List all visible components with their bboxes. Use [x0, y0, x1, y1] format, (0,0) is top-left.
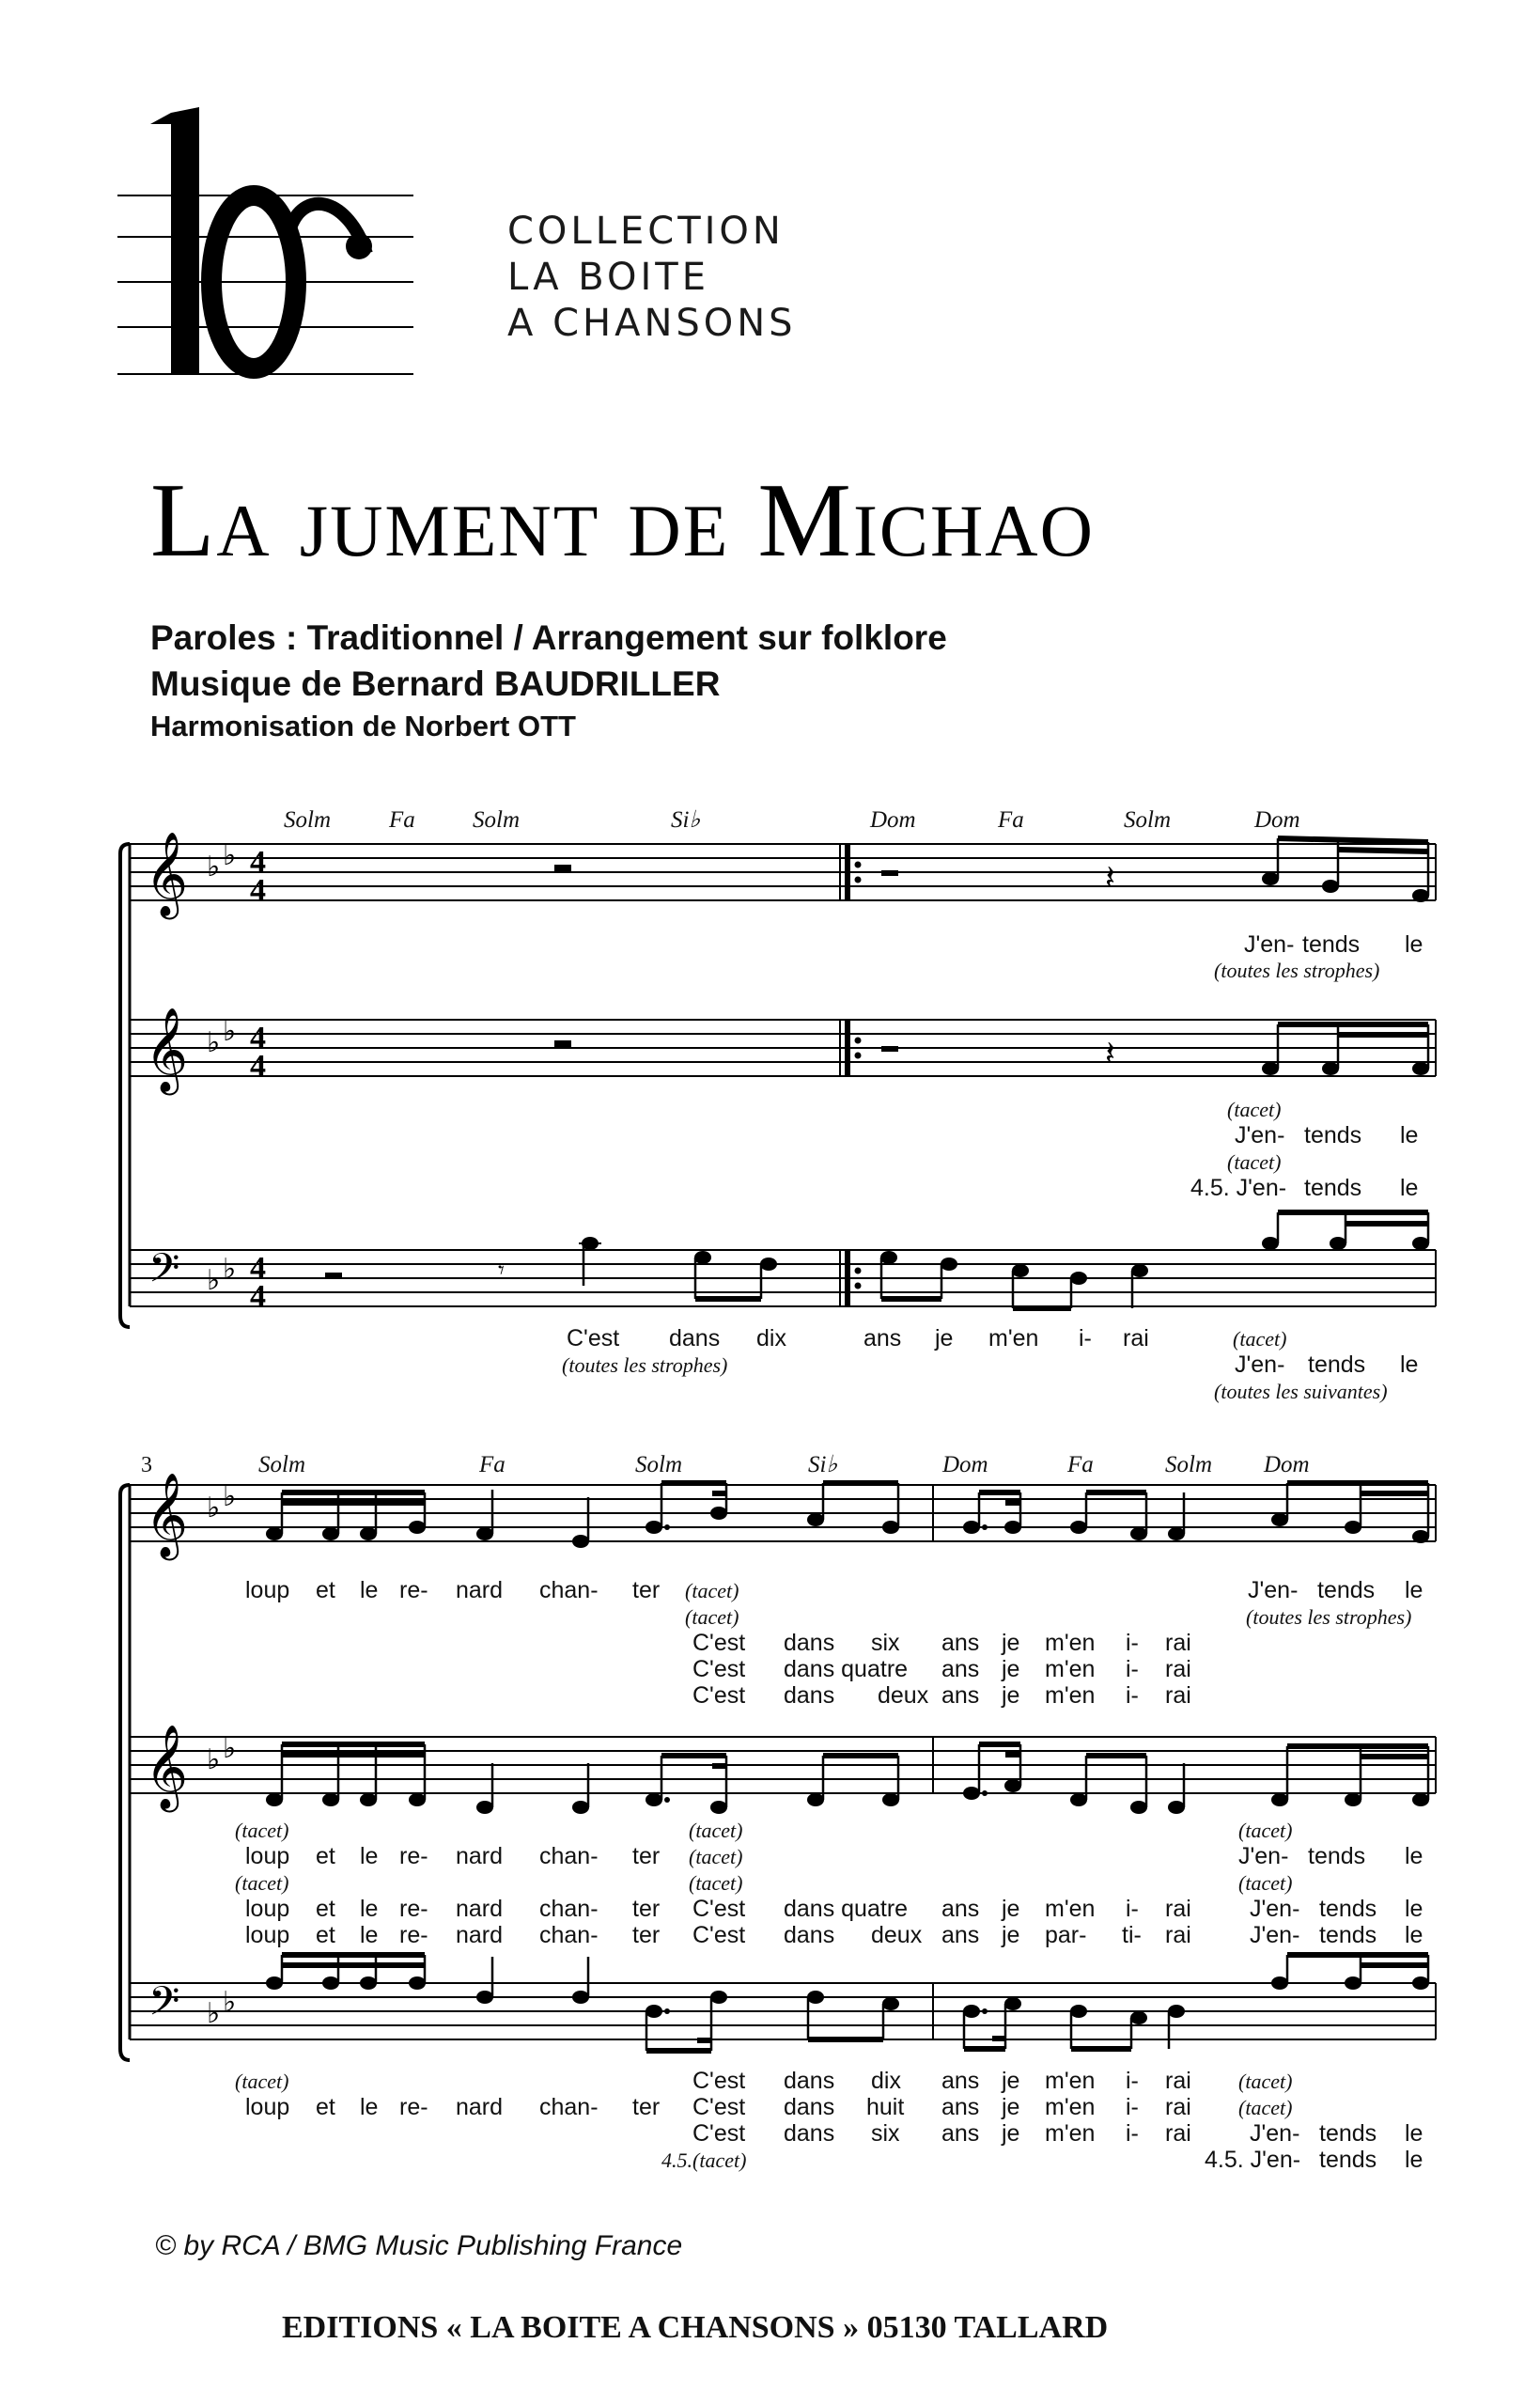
- lyric-syllable: tends: [1308, 1843, 1366, 1869]
- tacet-label: (tacet): [689, 1845, 743, 1868]
- lyric-syllable: ans: [941, 1656, 980, 1682]
- lyric-syllable: i-: [1126, 2094, 1139, 2120]
- lyric-syllable: J'en-: [1250, 2120, 1300, 2147]
- quarter-rest-icon: 𝄽: [1105, 1035, 1116, 1073]
- lyric-syllable: le: [1405, 1922, 1423, 1948]
- lyric-syllable: C'est: [692, 1922, 746, 1948]
- lyric-syllable: chan-: [539, 1896, 599, 1922]
- lyric-syllable: m'en: [1045, 2068, 1096, 2094]
- treble-clef-icon: 𝄞: [145, 1473, 189, 1557]
- lyric-syllable: C'est: [692, 1656, 746, 1682]
- whole-rest-icon: [554, 865, 571, 871]
- tacet-label: (tacet): [1233, 1327, 1287, 1351]
- lyric-syllable: J'en-: [1250, 1896, 1300, 1922]
- lyric-syllable: ans: [941, 1922, 980, 1948]
- chord: Fa: [1067, 1452, 1094, 1477]
- chord-row-1: [284, 807, 1300, 833]
- tacet-label: (tacet): [1227, 1150, 1282, 1174]
- lyric-syllable: ans: [941, 2068, 980, 2094]
- lyric-syllable: dans: [784, 1630, 835, 1656]
- chord: Dom: [870, 807, 916, 833]
- lyric-syllable: C'est: [692, 2120, 746, 2147]
- time-sig-top: 4: [250, 1021, 266, 1055]
- lyric-syllable: i-: [1079, 1325, 1092, 1351]
- lyric-syllable: dans quatre: [784, 1896, 909, 1922]
- lyric-syllable: ter: [632, 2094, 661, 2120]
- lyric-syllable: et: [316, 2094, 335, 2120]
- lyric-syllable: loup: [245, 1922, 290, 1948]
- lyric-syllable: le: [360, 1922, 379, 1948]
- lyric-syllable: nard: [456, 1843, 504, 1869]
- lyrics-soprano-2: [245, 1577, 1423, 1709]
- lyric-syllable: ter: [632, 1843, 661, 1869]
- lyric-syllable: et: [316, 1896, 335, 1922]
- lyric-note: (toutes les suivantes): [1214, 1380, 1388, 1403]
- lyric-syllable: rai: [1165, 1896, 1191, 1922]
- lyric-syllable: je: [1002, 1922, 1020, 1948]
- lyric-syllable: chan-: [539, 2094, 599, 2120]
- flat-icon: ♭: [207, 1743, 221, 1776]
- lyric-syllable: dans: [784, 2120, 835, 2147]
- lyric-syllable: loup: [245, 1896, 290, 1922]
- flat-icon: ♭: [207, 1997, 221, 2030]
- logo-line-2: LA BOITE: [507, 256, 710, 299]
- lyric-syllable: m'en: [1045, 1656, 1096, 1682]
- system-2: [120, 1452, 1436, 2173]
- flat-icon: ♭: [223, 1732, 237, 1765]
- lyric-syllable: i-: [1126, 1682, 1139, 1709]
- lyric-syllable: C'est: [692, 1630, 746, 1656]
- lyric-syllable: chan-: [539, 1843, 599, 1869]
- chord: Dom: [942, 1452, 988, 1477]
- lyric-syllable: chan-: [539, 1577, 599, 1603]
- lyric-syllable: tends: [1317, 1577, 1376, 1603]
- tacet-label: (tacet): [689, 1819, 743, 1842]
- lyric-syllable: deux: [878, 1682, 929, 1709]
- lyric-note: (toutes les strophes): [562, 1353, 728, 1377]
- tacet-label: (tacet): [689, 1871, 743, 1895]
- half-rest-icon: [325, 1273, 342, 1278]
- chord: Fa: [389, 807, 415, 833]
- lyric-syllable: tends: [1319, 1896, 1377, 1922]
- copyright-notice: © by RCA / BMG Music Publishing France: [155, 2230, 683, 2261]
- staff-bass-2: [130, 1955, 1436, 2051]
- lyric-syllable: re-: [399, 1843, 428, 1869]
- chord: Solm: [258, 1452, 305, 1477]
- lyric-syllable: i-: [1126, 1896, 1139, 1922]
- treble-clef-icon: 𝄞: [145, 1725, 189, 1809]
- lyric-syllable: tends: [1319, 1922, 1377, 1948]
- lyric-syllable: je: [1002, 1630, 1020, 1656]
- lyric-syllable: 4.5. J'en-: [1205, 2147, 1301, 2173]
- lyric-syllable: C'est: [692, 1682, 746, 1709]
- lyric-syllable: chan-: [539, 1922, 599, 1948]
- lyric-syllable: dans: [669, 1325, 721, 1351]
- lyric-syllable: m'en: [1045, 1896, 1096, 1922]
- lyric-syllable: ans: [941, 2120, 980, 2147]
- lyric-syllable: le: [1405, 2147, 1423, 2173]
- system-1: [120, 807, 1436, 1403]
- chord: Fa: [479, 1452, 506, 1477]
- lyric-syllable: dans: [784, 1922, 835, 1948]
- lyric-syllable: m'en: [988, 1325, 1039, 1351]
- tacet-label: (tacet): [1238, 2070, 1293, 2093]
- tacet-label: (tacet): [1227, 1098, 1282, 1121]
- chord: Solm: [635, 1452, 682, 1477]
- lyric-syllable: nard: [456, 2094, 504, 2120]
- lyric-syllable: le: [360, 1843, 379, 1869]
- lyric-syllable: rai: [1165, 1656, 1191, 1682]
- flat-icon: ♭: [207, 1492, 221, 1524]
- lyric-syllable: m'en: [1045, 2094, 1096, 2120]
- chord: Solm: [473, 807, 520, 833]
- lyric-syllable: ans: [941, 1682, 980, 1709]
- lyric-syllable: ans: [941, 2094, 980, 2120]
- chord: Solm: [284, 807, 331, 833]
- lyric-syllable: dix: [871, 2068, 901, 2094]
- lyric-syllable: i-: [1126, 2120, 1139, 2147]
- song-title: La jument de Michao: [150, 462, 1095, 579]
- bass-clef-icon: 𝄢: [148, 1245, 180, 1302]
- chord: Dom: [1264, 1452, 1310, 1477]
- lyric-syllable: dans: [784, 2094, 835, 2120]
- chord: Si♭: [671, 807, 701, 833]
- lyric-syllable: tends: [1304, 1122, 1362, 1148]
- lyric-syllable: je: [1002, 2120, 1020, 2147]
- flat-icon: ♭: [223, 1253, 237, 1286]
- lyric-syllable: loup: [245, 1577, 290, 1603]
- tacet-label: (tacet): [685, 1579, 739, 1602]
- staff-alto-2: [130, 1725, 1436, 1814]
- lyrics-soprano-1: [1214, 931, 1423, 982]
- lyric-syllable: dix: [756, 1325, 786, 1351]
- lyric-syllable: et: [316, 1843, 335, 1869]
- lyric-syllable: deux: [871, 1922, 923, 1948]
- lyric-syllable: le: [1405, 931, 1423, 958]
- chord: Dom: [1254, 807, 1300, 833]
- lyric-syllable: rai: [1165, 1630, 1191, 1656]
- lyric-syllable: re-: [399, 2094, 428, 2120]
- flat-icon: ♭: [223, 1986, 237, 2019]
- lyric-syllable: J'en-: [1235, 1351, 1285, 1378]
- lyric-syllable: et: [316, 1922, 335, 1948]
- lyric-syllable: rai: [1165, 1922, 1191, 1948]
- time-sig-top: 4: [250, 845, 266, 880]
- lyric-syllable: je: [1002, 2068, 1020, 2094]
- lyric-syllable: nard: [456, 1922, 504, 1948]
- lyric-syllable: re-: [399, 1922, 428, 1948]
- lyric-syllable: je: [1002, 1682, 1020, 1709]
- lyric-syllable: m'en: [1045, 1630, 1096, 1656]
- lyric-syllable: et: [316, 1577, 335, 1603]
- eighth-rest-icon: 𝄾: [498, 1257, 505, 1285]
- lyric-syllable: J'en-: [1248, 1577, 1299, 1603]
- lyric-syllable: C'est: [692, 2068, 746, 2094]
- lyric-syllable: par-: [1045, 1922, 1087, 1948]
- flat-icon: ♭: [207, 1026, 221, 1059]
- tacet-label: (tacet): [1238, 1819, 1293, 1842]
- lyric-syllable: le: [1400, 1175, 1419, 1201]
- lyric-syllable: J'en-: [1250, 1922, 1300, 1948]
- lyric-note: (toutes les strophes): [1246, 1605, 1412, 1629]
- staff-soprano-2: [130, 1473, 1436, 1561]
- lyric-syllable: rai: [1165, 2068, 1191, 2094]
- tacet-label: (tacet): [1238, 2096, 1293, 2119]
- lyric-syllable: dans quatre: [784, 1656, 909, 1682]
- flat-icon: ♭: [223, 1015, 237, 1048]
- time-sig-bottom: 4: [250, 1279, 266, 1314]
- lyric-syllable: rai: [1165, 2094, 1191, 2120]
- time-sig-bottom: 4: [250, 873, 266, 908]
- publisher-footer: EDITIONS « LA BOITE A CHANSONS » 05130 TALLARD: [282, 2310, 1109, 2345]
- logo-line-3: A CHANSONS: [507, 302, 797, 345]
- whole-rest-icon: [554, 1040, 571, 1047]
- lyric-syllable: ans: [941, 1896, 980, 1922]
- lyric-syllable: dans: [784, 1682, 835, 1709]
- staff-bass: [130, 1212, 1436, 1314]
- lyric-syllable: ti-: [1122, 1922, 1142, 1948]
- lyric-syllable: six: [871, 1630, 900, 1656]
- lyric-syllable: rai: [1123, 1325, 1149, 1351]
- lyric-syllable: le: [1405, 1896, 1423, 1922]
- lyric-syllable: ans: [863, 1325, 902, 1351]
- lyric-syllable: le: [360, 1896, 379, 1922]
- lyric-syllable: ter: [632, 1577, 661, 1603]
- lyrics-bass-2: [235, 2068, 1423, 2173]
- lyric-syllable: i-: [1126, 2068, 1139, 2094]
- lyric-syllable: C'est: [567, 1325, 620, 1351]
- bar-number: 3: [141, 1453, 152, 1477]
- lyric-syllable: le: [1405, 1577, 1423, 1603]
- lyric-syllable: je: [1002, 1656, 1020, 1682]
- lyric-syllable: m'en: [1045, 1682, 1096, 1709]
- tacet-label: (tacet): [1238, 1871, 1293, 1895]
- lyrics-bass-1: [562, 1325, 1418, 1403]
- lyric-syllable: six: [871, 2120, 900, 2147]
- treble-clef-icon: 𝄞: [145, 1008, 189, 1092]
- lyric-syllable: le: [360, 1577, 379, 1603]
- lyric-syllable: nard: [456, 1577, 504, 1603]
- lyric-syllable: loup: [245, 2094, 290, 2120]
- lyric-syllable: J'en-: [1238, 1843, 1289, 1869]
- chord: Solm: [1165, 1452, 1212, 1477]
- lyric-syllable: ter: [632, 1896, 661, 1922]
- staff-soprano: [130, 832, 1436, 920]
- lyric-syllable: le: [1405, 2120, 1423, 2147]
- staff-alto: [130, 1008, 1436, 1096]
- lyrics-alto-2: [235, 1819, 1423, 1948]
- lyric-syllable: huit: [866, 2094, 905, 2120]
- quarter-rest-icon: 𝄽: [1105, 859, 1116, 898]
- credit-lyrics: Paroles : Traditionnel / Arrangement sur folklore: [150, 618, 947, 657]
- lyric-syllable: i-: [1126, 1630, 1139, 1656]
- lyric-syllable: je: [1002, 1896, 1020, 1922]
- credit-harmonisation: Harmonisation de Norbert OTT: [150, 710, 576, 742]
- time-sig-top: 4: [250, 1251, 266, 1286]
- lyric-syllable: re-: [399, 1896, 428, 1922]
- tacet-label: 4.5.(tacet): [661, 2148, 747, 2172]
- lyric-syllable: je: [1002, 2094, 1020, 2120]
- lyrics-alto-1: [1190, 1098, 1418, 1201]
- lyric-syllable: tends: [1319, 2147, 1377, 2173]
- tacet-label: (tacet): [235, 2070, 289, 2093]
- lyric-syllable: 4.5. J'en-: [1190, 1175, 1287, 1201]
- tacet-label: (tacet): [685, 1605, 739, 1629]
- lyric-syllable: loup: [245, 1843, 290, 1869]
- chord: Solm: [1124, 807, 1171, 833]
- lyric-syllable: rai: [1165, 1682, 1191, 1709]
- lyric-syllable: nard: [456, 1896, 504, 1922]
- lyric-syllable: je: [935, 1325, 954, 1351]
- lyric-syllable: le: [1400, 1122, 1419, 1148]
- flat-icon: ♭: [223, 839, 237, 872]
- lyric-syllable: le: [1400, 1351, 1419, 1378]
- lyric-syllable: tends: [1302, 931, 1361, 958]
- bass-clef-icon: 𝄢: [148, 1978, 180, 2035]
- half-rest-icon: [881, 1046, 898, 1052]
- lyric-syllable: rai: [1165, 2120, 1191, 2147]
- lyric-syllable: ans: [941, 1630, 980, 1656]
- chord: Si♭: [808, 1452, 838, 1477]
- lyric-syllable: re-: [399, 1577, 428, 1603]
- credit-music: Musique de Bernard BAUDRILLER: [150, 664, 721, 703]
- tacet-label: (tacet): [235, 1871, 289, 1895]
- lyric-syllable: tends: [1319, 2120, 1377, 2147]
- treble-clef-icon: 𝄞: [145, 832, 189, 916]
- lyric-syllable: J'en-: [1235, 1122, 1285, 1148]
- logo-line-1: COLLECTION: [507, 210, 785, 253]
- lyric-syllable: i-: [1126, 1656, 1139, 1682]
- flat-icon: ♭: [223, 1480, 237, 1513]
- time-sig-bottom: 4: [250, 1049, 266, 1084]
- flat-icon: ♭: [207, 1264, 221, 1297]
- lyric-syllable: C'est: [692, 2094, 746, 2120]
- tacet-label: (tacet): [235, 1819, 289, 1842]
- chord: Fa: [998, 807, 1024, 833]
- lyric-syllable: m'en: [1045, 2120, 1096, 2147]
- lyric-syllable: tends: [1304, 1175, 1362, 1201]
- lyric-syllable: ter: [632, 1922, 661, 1948]
- flat-icon: ♭: [207, 851, 221, 883]
- chord-row-2: [258, 1452, 1310, 1477]
- half-rest-icon: [881, 870, 898, 876]
- lyric-note: (toutes les strophes): [1214, 959, 1380, 982]
- lyric-syllable: tends: [1308, 1351, 1366, 1378]
- lyric-syllable: le: [1405, 1843, 1423, 1869]
- lyric-syllable: C'est: [692, 1896, 746, 1922]
- lyric-syllable: le: [360, 2094, 379, 2120]
- lyric-syllable: dans: [784, 2068, 835, 2094]
- lyric-syllable: J'en-: [1244, 931, 1295, 958]
